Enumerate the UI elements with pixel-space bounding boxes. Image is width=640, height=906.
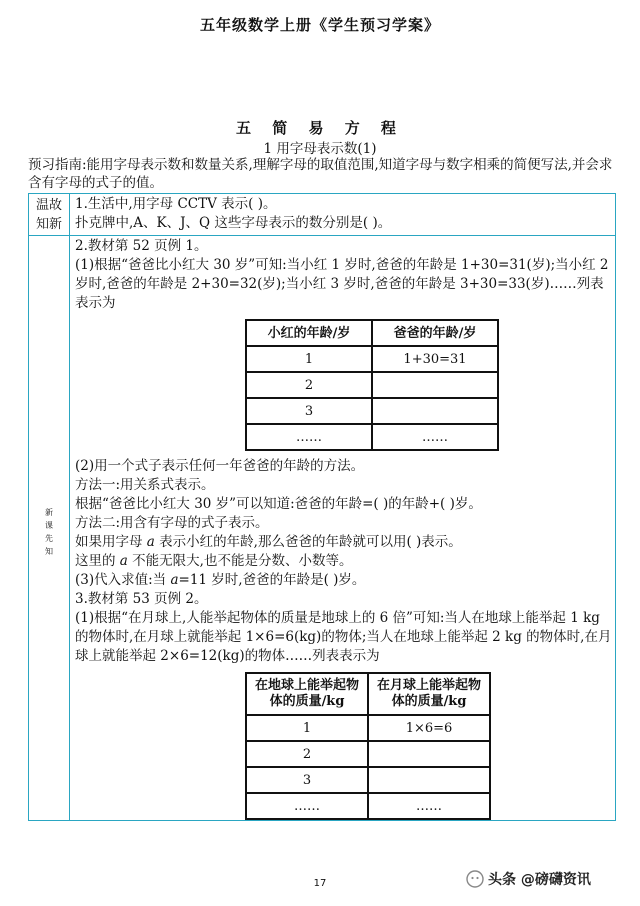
new-lesson-label-char: 先 [45,534,53,543]
method-2-text [75,533,613,552]
table-cell: 3 [246,398,372,424]
chapter-title: 五 简 易 方 程 [236,119,404,137]
table-row [246,346,498,372]
worksheet-table [28,193,616,821]
document-title: 五年级数学上册《学生预习学案》 [199,16,440,34]
table-cell: …… [372,424,498,450]
table-cell [368,741,490,767]
table-header-row [246,320,498,346]
table-cell: 2 [246,372,372,398]
table-cell: 1+30=31 [372,346,498,372]
page-number: 17 [313,878,327,889]
watermark: 头条 @磅礴资讯 [488,872,591,888]
table-cell [368,767,490,793]
review-label [29,196,69,234]
table-header: 在地球上能举起物体的质量/kg [246,673,368,715]
age-table [245,319,499,451]
variable-letter: a [146,534,155,550]
table-header-row [246,673,490,715]
table-cell: 1×6=6 [368,715,490,741]
review-label-line-2: 知新 [35,217,62,232]
variable-letter: a [170,572,179,588]
text-span: 如果用字母 [75,534,147,550]
table-cell: …… [246,424,372,450]
wechat-icon [466,870,484,888]
preview-guide: 预习指南:能用字母表示数和数量关系,理解字母的取值范围,知道字母与数字相乘的简便写法,并会求含有字母的式子的值。 [28,157,613,191]
variable-letter: a [119,553,128,569]
table-row [246,372,498,398]
review-label-line-1: 温故 [35,198,62,213]
method-2: 方法二:用含有字母的式子表示。 [75,515,269,531]
item3-paragraph-1: (1)根据“在月球上,人能举起物体的质量是地球上的 6 倍”可知:当人在地球上能举起 1 kg 的物体时,在月球上就能举起 1×6=6(kg)的物体;当人在地球上能举起 2 kg 的物体时,在月球上就能举起 2×6=12(kg)的物体……列表表示为 [75,610,612,664]
item3-title: 3.教材第 53 页例 2。 [75,591,208,607]
table-cell: 3 [246,767,368,793]
row-divider [29,235,615,236]
table-cell [372,398,498,424]
new-lesson-label-char: 新 [45,508,53,517]
table-row [246,767,490,793]
item2-paragraph-2: (2)用一个式子表示任何一年爸爸的年龄的方法。 [75,458,365,474]
text-span: 这里的 [75,553,120,569]
table-row [246,793,490,819]
variable-note [75,552,613,571]
text-span: =11 岁时,爸爸的年龄是( )岁。 [178,572,366,588]
lesson-title: 1 用字母表示数(1) [263,141,377,157]
table-row [246,741,490,767]
table-cell: …… [246,793,368,819]
mass-table [245,672,491,820]
table-row [246,424,498,450]
review-question-2: 扑克牌中,A、K、J、Q 这些字母表示的数分别是( )。 [75,215,392,231]
method-1-text: 根据“爸爸比小红大 30 岁”可以知道:爸爸的年龄=( )的年龄+( )岁。 [75,496,482,512]
table-cell: 1 [246,715,368,741]
column-divider [69,194,70,820]
new-lesson-content [75,237,613,826]
table-header: 爸爸的年龄/岁 [372,320,498,346]
item2-title: 2.教材第 52 页例 1。 [75,238,208,254]
text-span: (3)代入求值:当 [75,572,171,588]
item2-paragraph-1: (1)根据“爸爸比小红大 30 岁”可知:当小红 1 岁时,爸爸的年龄是 1+30=31(岁);当小红 2 岁时,爸爸的年龄是 2+30=32(岁);当小红 3 岁时,爸爸的年龄是 3+30=33(岁)……列表表示为 [75,257,609,311]
table-cell: …… [368,793,490,819]
method-1: 方法一:用关系式表示。 [75,477,215,493]
table-cell: 1 [246,346,372,372]
table-row [246,398,498,424]
review-content [75,195,613,233]
new-lesson-label-char: 课 [45,521,53,530]
table-row [246,715,490,741]
item2-paragraph-3 [75,571,613,590]
table-header: 小红的年龄/岁 [246,320,372,346]
table-header: 在月球上能举起物体的质量/kg [368,673,490,715]
text-span: 不能无限大,也不能是分数、小数等。 [127,553,353,569]
review-question-1: 1.生活中,用字母 CCTV 表示( )。 [75,196,277,212]
table-cell: 2 [246,741,368,767]
new-lesson-label [29,506,69,558]
new-lesson-label-char: 知 [45,547,53,556]
table-cell [372,372,498,398]
text-span: 表示小红的年龄,那么爸爸的年龄就可以用( )表示。 [154,534,462,550]
